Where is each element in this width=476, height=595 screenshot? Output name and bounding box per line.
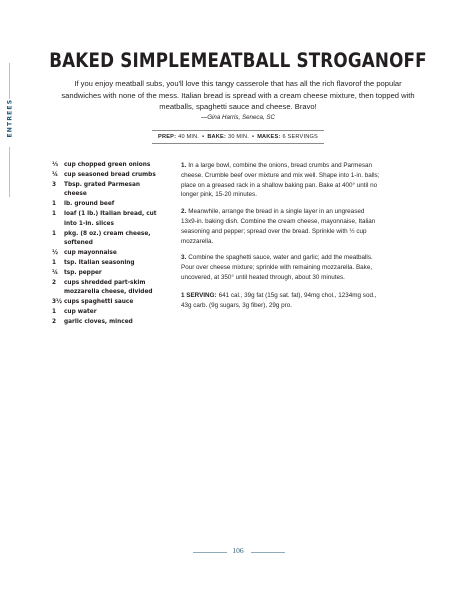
direction-step	[181, 253, 381, 282]
ingredient-text: cup seasoned bread crumbs	[64, 171, 156, 178]
ingredient-text: pkg. (8 oz.) cream cheese, softened	[64, 230, 151, 247]
ingredient-item	[52, 171, 164, 181]
meta-separator: •	[252, 134, 255, 140]
ingredient-item	[52, 279, 164, 299]
ingredient-amount: 1	[52, 308, 57, 315]
directions	[181, 161, 381, 317]
recipe-intro: If you enjoy meatball subs, you'll love this tangy casserole that has all the rich flavorof the popular sandwiches with none of the mess. Italian bread is spread with a cream cheese mixture, then topped with meatballs, spaghetti sauce and cheese. Bravo!	[61, 79, 415, 111]
ingredient-amount: 1	[52, 259, 57, 266]
meta-separator: •	[202, 134, 205, 140]
recipe-title: BAKED SIMPLEMEATBALL STROGANOFF	[49, 49, 427, 72]
makes-label: MAKES:	[257, 134, 281, 140]
step-number: 2.	[181, 208, 187, 216]
bake-value: 30 MIN.	[228, 134, 250, 140]
ingredient-item	[52, 259, 164, 269]
footer-rule-right	[251, 552, 285, 553]
ingredient-text: tsp. Italian seasoning	[64, 259, 135, 266]
bake-label: BAKE:	[207, 134, 227, 140]
section-label: ENTREES	[6, 98, 14, 138]
page-number: 106	[232, 546, 244, 555]
ingredient-text: lb. ground beef	[64, 201, 115, 208]
ingredient-text: cup mayonnaise	[64, 250, 117, 257]
ingredient-item	[52, 269, 164, 279]
step-number: 3.	[181, 254, 187, 262]
ingredient-amount: 1	[52, 210, 57, 217]
ingredient-item	[52, 161, 164, 171]
ingredient-text: garlic cloves, minced	[64, 318, 133, 325]
ingredient-item	[52, 308, 164, 318]
ingredient-amount: 1	[52, 201, 57, 208]
side-rule-top	[9, 63, 10, 99]
makes-value: 6 SERVINGS	[282, 134, 318, 140]
recipe-credit: —Gina Harris, Seneca, SC	[201, 114, 275, 121]
ingredient-text: cup water	[64, 308, 97, 315]
ingredient-amount: 3½	[52, 299, 63, 306]
nutrition-label: 1 SERVING:	[181, 291, 217, 299]
ingredient-item	[52, 249, 164, 259]
ingredient-list	[52, 161, 164, 328]
ingredient-item	[52, 210, 164, 230]
ingredient-item	[52, 298, 164, 308]
ingredient-item	[52, 318, 164, 328]
ingredient-text: cup chopped green onions	[64, 162, 151, 168]
ingredient-text: tsp. pepper	[64, 269, 102, 276]
prep-label: PREP:	[158, 134, 177, 140]
ingredient-amount: ¼	[52, 269, 59, 276]
nutrition-facts	[181, 291, 381, 311]
ingredient-item	[52, 230, 164, 250]
footer-rule-left	[193, 552, 227, 553]
ingredient-amount: 3	[52, 181, 57, 188]
step-number: 1.	[181, 162, 187, 169]
nutrition-text: 641 cal., 39g fat (15g sat. fat), 94mg chol., 1234mg sod., 43g carb. (9g sugars, 3g fiber), 29g pro.	[181, 291, 377, 309]
step-text: In a large bowl, combine the onions, bread crumbs and Parmesan cheese. Crumble beef over mixture and mix well. Shape into 1-in. balls; place on a greased rack in a shallow baking pan. Bake at 400° until no longer pink, 15-20 minutes.	[181, 162, 380, 199]
step-text: Meanwhile, arrange the bread in a single layer in an ungreased 13x9-in. baking dish. Combine the cream cheese, mayonnaise, Italian seasoning and pepper; spread over the bread. Sprinkle with ½ cup mozzarella.	[181, 208, 376, 245]
ingredient-amount: ¼	[52, 171, 59, 178]
side-rule-bottom	[9, 147, 10, 197]
step-text: Combine the spaghetti sauce, water and garlic; add the meatballs. Pour over cheese mixture; sprinkle with remaining mozzarella. Bake, uncovered, at 350° until heated through, about 30 minutes.	[181, 254, 373, 281]
direction-step	[181, 161, 381, 200]
ingredient-item	[52, 200, 164, 210]
ingredient-amount: 1	[52, 230, 57, 237]
ingredient-amount: 2	[52, 318, 57, 325]
ingredient-amount: 2	[52, 279, 57, 286]
ingredient-text: cups shredded part-skim mozzarella cheese, divided	[64, 279, 153, 296]
ingredient-amount: ⅓	[52, 162, 59, 168]
ingredient-text: loaf (1 lb.) Italian bread, cut into 1-in. slices	[64, 210, 157, 227]
recipe-meta-bar	[152, 130, 324, 144]
ingredient-text: Tbsp. grated Parmesan cheese	[64, 181, 141, 198]
ingredient-amount: ½	[52, 250, 59, 257]
prep-value: 40 MIN.	[178, 134, 200, 140]
ingredient-text: cups spaghetti sauce	[64, 299, 134, 306]
direction-step	[181, 207, 381, 246]
ingredient-item	[52, 181, 164, 201]
